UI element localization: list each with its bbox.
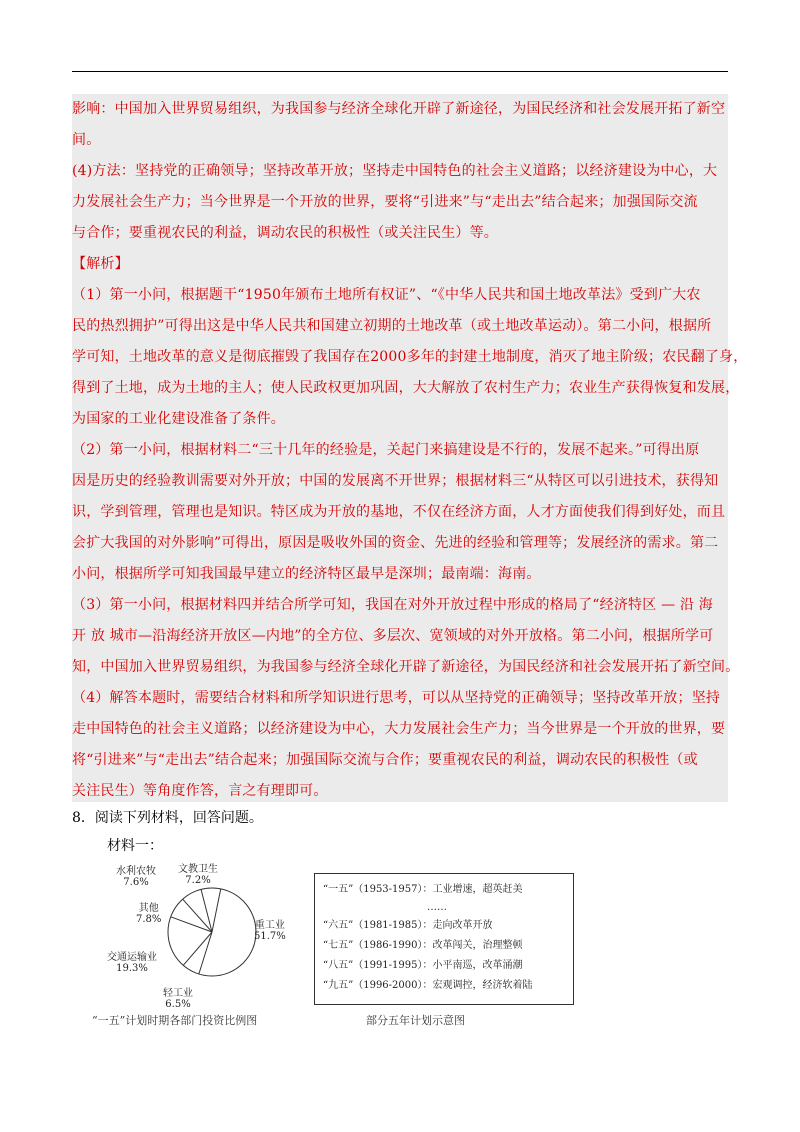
answer-line: 小问，根据所学可知我国最早建立的经济特区最早是深圳；最南端：海南。	[72, 566, 541, 582]
answer-line: 得到了土地，成为土地的主人；使人民政权更加巩固，大大解放了农村生产力；农业生产获得恢复和发展，	[72, 380, 740, 396]
plan-row: “六五”（1981-1985）：走向改革开放	[323, 920, 493, 931]
answer-line: 开 放 城市—沿海经济开放区—内地”的全方位、多层次、宽领域的对外开放格。第二小问，根据所学可	[72, 628, 714, 644]
answer-line: 知，中国加入世界贸易组织，为我国参与经济全球化开辟了新途径，为国民经济和社会发展开拓了新空间。	[72, 659, 740, 675]
pie-label-name: 交通运输业	[107, 952, 157, 963]
plan-row: “八五”（1991-1995）：小平南巡，改革涌潮	[323, 960, 523, 971]
pie-label-name: 水利农牧	[116, 866, 156, 877]
answer-line: 间。	[72, 132, 101, 148]
pie-label-light-industry	[163, 988, 193, 1010]
answer-line: (4)方法：坚持党的正确领导；坚持改革开放；坚持走中国特色的社会主义道路；以经济建设为中心，大	[72, 163, 718, 179]
pie-label-value: 7.8%	[136, 914, 162, 925]
pie-label-other	[136, 903, 161, 925]
five-year-plan-box	[314, 873, 574, 1005]
pie-label-water-agriculture	[116, 866, 156, 888]
pie-label-value: 19.3%	[116, 963, 148, 974]
pie-label-heavy-industry	[254, 920, 286, 942]
answer-line: 为国家的工业化建设准备了条件。	[72, 411, 285, 427]
pie-label-value: 51.7%	[254, 931, 286, 942]
answer-line: 学可知，土地改革的意义是彻底摧毁了我国存在2000多年的封建土地制度，消灭了地主阶级；农民翻了身，	[72, 349, 748, 365]
answer-line: 走中国特色的社会主义道路；以经济建设为中心，大力发展社会生产力；当今世界是一个开放的世界，要	[72, 721, 726, 737]
question-prompt: 8．阅读下列材料，回答问题。	[72, 810, 263, 826]
pie-label-value: 7.2%	[185, 875, 211, 886]
pie-label-name: 文教卫生	[178, 864, 218, 875]
answer-line: （4）解答本题时，需要结合材料和所学知识进行思考，可以从坚持党的正确领导；坚持改革开放；坚持	[72, 690, 721, 706]
pie-label-value: 7.6%	[123, 877, 149, 888]
answer-line: 关注民生）等角度作答，言之有理即可。	[72, 783, 328, 799]
analysis-heading: 【解析】	[72, 256, 129, 272]
plan-row-ellipsis: ……	[427, 902, 447, 913]
answer-line: （2）第一小问，根据材料二“三十几年的经验是，关起门来搞建设是不行的，发展不起来。”可得出原	[72, 442, 700, 458]
plan-row: “七五”（1986-1990）：改革闯关，治理整顿	[323, 940, 523, 951]
plan-row: “一五”（1953-1957）：工业增速，超英赶美	[323, 884, 523, 895]
pie-label-name: 轻工业	[163, 988, 193, 999]
answer-line: 影响：中国加入世界贸易组织，为我国参与经济全球化开辟了新途径，为国民经济和社会发展开拓了新空	[72, 101, 726, 117]
answer-line: 民的热烈拥护”可得出这是中华人民共和国建立初期的土地改革（或土地改革运动）。第二小问，根据所	[72, 318, 712, 334]
answer-line: 将“引进来”与“走出去”结合起来；加强国际交流与合作；要重视农民的利益，调动农民的积极性（或	[72, 752, 698, 768]
answer-line: （1）第一小问，根据题干“1950年颁布土地所有权证”、“《中华人民共和国土地改革法》受到广大农	[72, 287, 701, 303]
answer-line: 力发展社会生产力；当今世界是一个开放的世界，要将“引进来”与“走出去”结合起来；加强国际交流	[72, 194, 698, 210]
pie-caption: “一五”计划时期各部门投资比例图	[92, 1014, 258, 1027]
pie-label-value: 6.5%	[165, 999, 191, 1010]
plan-row: “九五”（1996-2000）：宏观调控，经济软着陆	[323, 980, 533, 991]
answer-line: （3）第一小问，根据材料四并结合所学可知，我国在对外开放过程中形成的格局了“经济特区 — 沿 海	[72, 597, 714, 613]
pie-label-transport	[107, 952, 157, 974]
answer-line: 与合作；要重视农民的利益，调动农民的积极性（或关注民生）等。	[72, 225, 498, 241]
answer-line: 会扩大我国的对外影响”可得出，原因是吸收外国的资金、先进的经验和管理等；发展经济的需求。第二	[72, 535, 719, 551]
material-label: 材料一：	[107, 838, 163, 854]
pie-label-name: 其他	[138, 903, 159, 914]
pie-label-education-health	[178, 864, 218, 886]
answer-line: 因是历史的经验教训需要对外开放；中国的发展离不开世界；根据材料三“从特区可以引进技术，获得知	[72, 473, 719, 489]
answer-line: 识，学到管理，管理也是知识。特区成为开放的基地，不仅在经济方面，人才方面使我们得到好处，而且	[72, 504, 726, 520]
pie-label-name: 重工业	[254, 920, 285, 931]
plan-caption: 部分五年计划示意图	[366, 1014, 465, 1027]
